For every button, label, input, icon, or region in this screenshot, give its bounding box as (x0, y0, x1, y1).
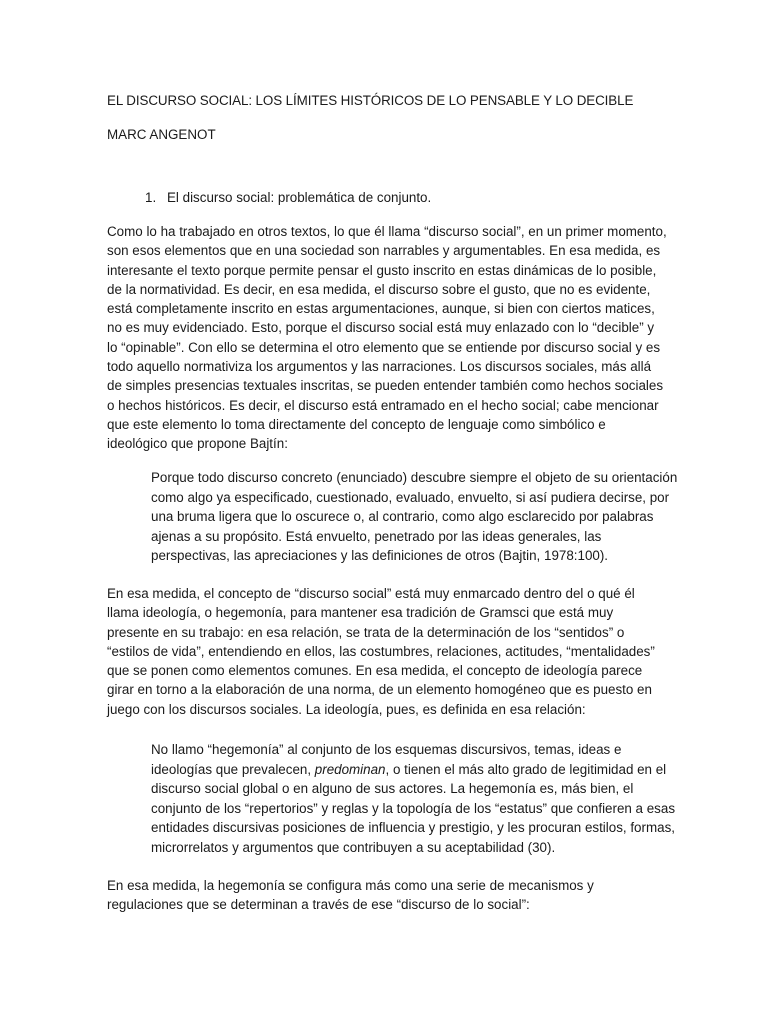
block-quote-bajtin: Porque todo discurso concreto (enunciado) descubre siempre el objeto de su orientación como algo ya especificado, cuestionado, evaluado, envuelto, si así pudiera decirse, por una bruma ligera que lo oscurece o, al contrario, como algo esclarecido por palabras ajenas a su propósito. Está envuelto, penetrado por las ideas generales, las perspectivas, las apreciaciones y las definiciones de otros (Bajtin, 1978:100). (151, 470, 678, 564)
body-paragraph-3: En esa medida, la hegemonía se configura más como una serie de mecanismos y regulaciones que se determinan a través de ese “discurso de lo social”: (107, 878, 594, 913)
quote-italic-word: predominan (314, 761, 386, 777)
document-author: MARC ANGENOT (107, 127, 216, 142)
section-number: 1. (145, 190, 157, 205)
body-paragraph-1: Como lo ha trabajado en otros textos, lo que él llama “discurso social”, en un primer momento, son esos elementos que en una sociedad son narrables y argumentables. En esa medida, es interesante el texto porque permite pensar el gusto inscrito en estas dinámicas de lo posible, de la normatividad. Es decir, en esa medida, el discurso sobre el gusto, que no es evidente, está completamente inscrito en estas argumentaciones, aunque, si bien con ciertos matices, no es muy evidenciado. Esto, porque el discurso social está muy enlazado con lo “decible” y lo “opinable”. Con ello se determina el otro elemento que se entiende por discurso social y es todo aquello normativiza los argumentos y las narraciones. Los discursos sociales, más allá de simples presencias textuales inscritas, se pueden entender también como hechos sociales o hechos históricos. Es decir, el discurso está entramado en el hecho social; cabe mencionar que este elemento lo toma directamente del concepto de lenguaje como simbólico e ideológico que propone Bajtín: (107, 224, 667, 452)
document-title: EL DISCURSO SOCIAL: LOS LÍMITES HISTÓRICOS DE LO PENSABLE Y LO DECIBLE (107, 93, 634, 108)
body-paragraph-2: En esa medida, el concepto de “discurso social” está muy enmarcado dentro del o qué él llama ideología, o hegemonía, para mantener esa tradición de Gramsci que está muy presente en su trabajo: en esa relación, se trata de la determinación de los “sentidos” o “estilos de vida”, entendiendo en ellos, las costumbres, relaciones, actitudes, “mentalidades” que se ponen como elementos comunes. En esa medida, el concepto de ideología parece girar en torno a la elaboración de una norma, de un elemento homogéneo que es puesto en juego con los discursos sociales. La ideología, pues, es definida en esa relación: (107, 586, 655, 717)
quote-text-end: , o tienen el más alto grado de legitimidad en el discurso social global o en alguno de sus actores. La hegemonía es, más bien, el conjunto de los “repertorios” y reglas y la topología de los “estatus” que confieren a esas entidades discursivas posiciones de influencia y prestigio, y les procuran estilos, formas, microrrelatos y argumentos que contribuyen a su aceptabilidad (30). (151, 761, 676, 855)
section-title: El discurso social: problemática de conjunto. (167, 190, 432, 205)
block-quote-hegemonia (151, 740, 681, 858)
quote-text-start: No llamo “hegemonía” al conjunto de los esquemas discursivos, temas, ideas e ideologías que prevalecen, (151, 742, 622, 777)
